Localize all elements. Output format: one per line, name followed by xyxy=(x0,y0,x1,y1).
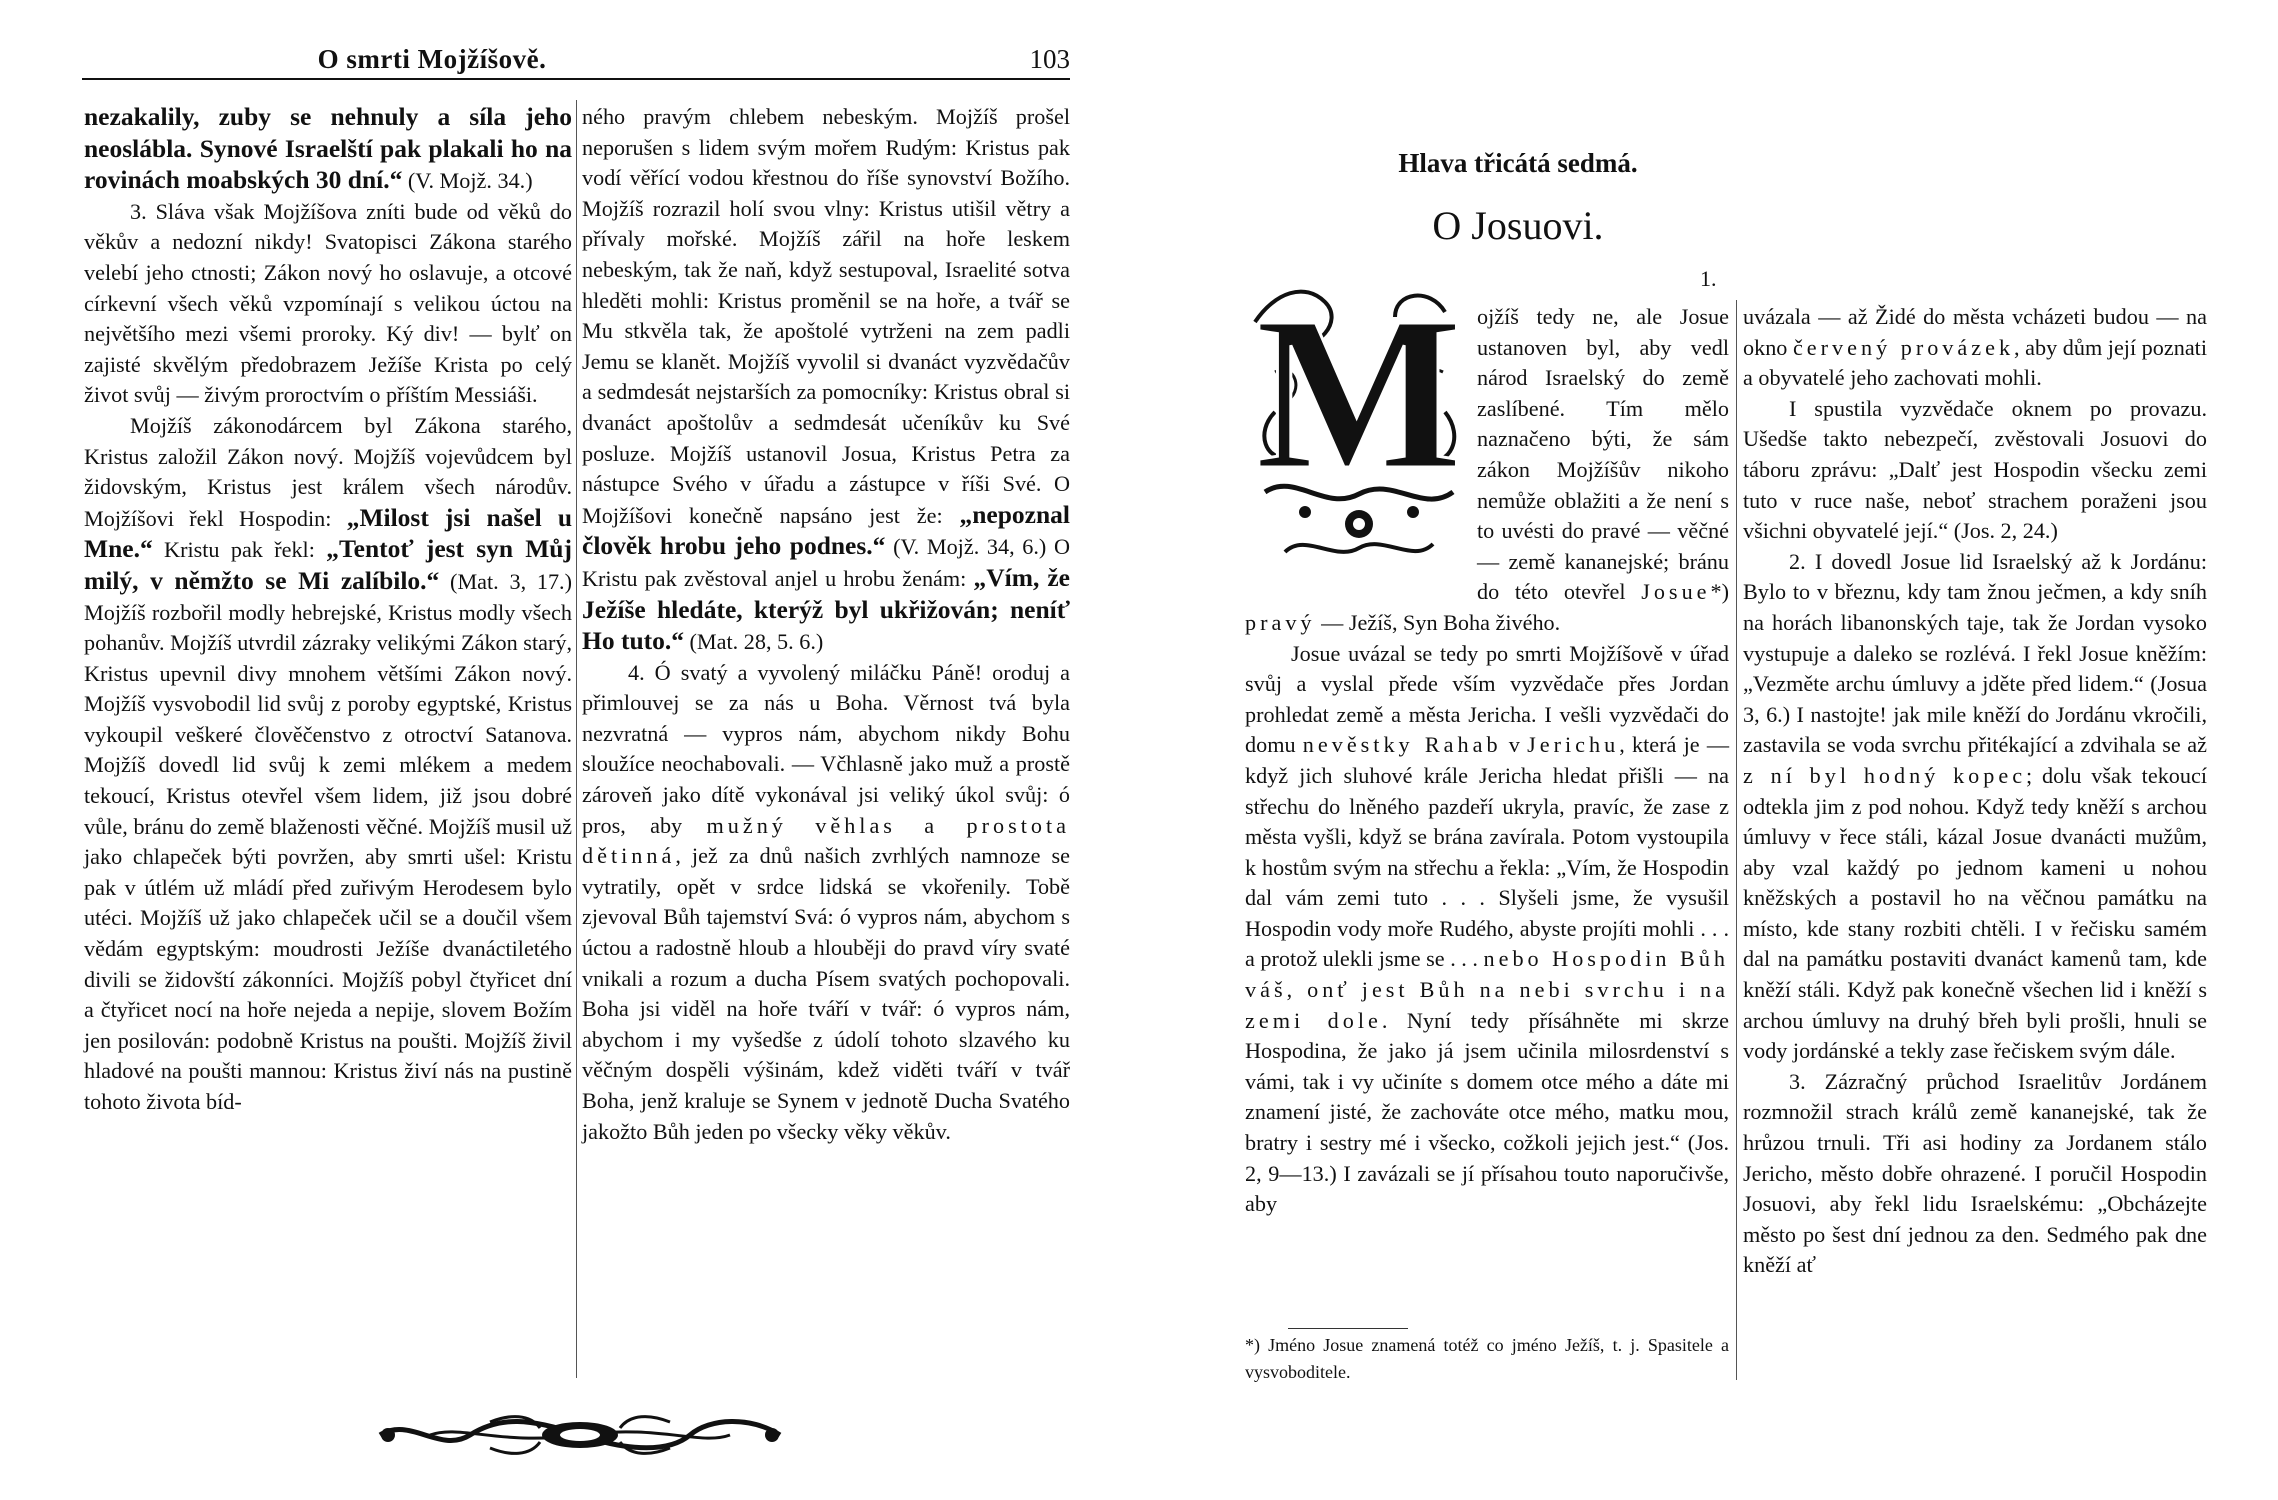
spaced-text: mužný věhlas a prostota dětinná xyxy=(582,812,1070,869)
chapter-heading: Hlava třicátá sedmá. xyxy=(1398,148,1638,178)
text-run: , jež za dnů našich zvrhlých namnoze se vytratily, opět v srdce lidská se vkořenily. Tobě zjevoval Bůh tajemství Svá: ó vypros nám, abychom s úctou a radostně hloub a hlouběji do pravd víry svaté vnikali a rozum a ducha Písem svatých pochopovali. Boha jsi viděl na hoře tváří v tvář: ó vypros nám, abychom i my vyšedše z údolí tohoto slzavého ku věčným dospěli výšinám, kdež viděti tváří v tvář Boha, jenž kraluje se Synem v jednotě Ducha Svatého jakožto Bůh jeden po všecky věky věkův. xyxy=(582,843,1070,1144)
bold-quote: „Vím, že Ježíše hledáte, kterýž byl ukřižován; neníť Ho tuto.“ xyxy=(582,562,1070,656)
tailpiece-ornament xyxy=(370,1412,790,1458)
column-divider xyxy=(576,100,577,1378)
spaced-text: pravý xyxy=(1245,609,1316,635)
bold-quote: „nepoznal člověk hrobu jeho podnes.“ xyxy=(582,499,1070,561)
section-number: 1. xyxy=(1700,266,1717,291)
text-run: Josue uvázal se tedy po smrti Mojžíšově v úřad svůj a vyslal přede vším vyzvědače přes Jordan prohledat země a města Jericha. I vešli vyzvědači do domu xyxy=(1245,640,1729,758)
spaced-text: nevěstky Rahab xyxy=(1302,732,1502,758)
page-number: 103 xyxy=(1029,44,1070,74)
dropcap-spacer xyxy=(1245,302,1477,586)
text-run: *) xyxy=(1710,579,1729,605)
text-run: uvázala — až Židé do města vcházeti budou — na okno xyxy=(1743,304,2207,360)
paragraph xyxy=(582,102,1070,658)
text-run: ného pravým chlebem nebeským. Mojžíš prošel neporušen s lidem svým mořem Rudým: Kristus pak vodí věřící vodou křestnou do říše synovství Božího. Mojžíš rozrazil holí svou vlny: Kristus utišil větry a přívaly mořské. Mojžíš zářil na hoře leskem nebeským, tak že naň, když sestupoval, Israelité sotva hleděti mohli: Kristus proměnil se na hoře, a tvář se Mu stkvěla tak, že apoštolé vytrženi na zem padli Jemu se klanět. Mojžíš vyvolil si dvanáct vyzvědačův a sedmdesát nejstarších za pomocníky: Kristus obral si dvanáct apoštolův a sedmdesát učeníkův ku Své posluze. Mojžíš ustanovil Josua, Kristus Petra za nástupce Svého v úřadu a zástupce v říši Své. O Mojžíšovi konečně napsáno jest že: xyxy=(582,104,1070,528)
right-column-1 xyxy=(1245,302,1729,1220)
text-run: 2. I dovedl Josue lid Israelský až k Jordánu: Bylo to v březnu, kdy tam žnou ječmen, a kdy sníh na horách libanonských taje, tak že Jordan vysoko vystupuje a daleko se rozlévá. I řekl Josue kněžím: „Vezměte archu úmluvy a jděte před lidem.“ (Josua 3, 6.) I nastojte! jak mile kněží do Jordánu vkročili, zastavila se voda svrchu přitékající a zdvihala se až xyxy=(1743,548,2207,758)
text-run: — Ježíš, Syn Boha živého. xyxy=(1315,609,1561,635)
text-run: Kristu pak řekl: xyxy=(152,537,327,563)
dropcap-letter: M xyxy=(1255,271,1463,515)
text-run: v xyxy=(1501,732,1528,758)
column-divider xyxy=(1736,300,1737,1380)
running-head xyxy=(82,44,1070,80)
spaced-text: červený provázek xyxy=(1792,334,2015,360)
paragraph xyxy=(84,411,572,1118)
chapter-title: O Josuovi. xyxy=(1432,203,1604,248)
spaced-text: nebo Hospodin Bůh váš, onť jest Bůh na nebi svrchu i na zemi dole xyxy=(1245,946,1730,1033)
running-title: O smrti Mojžíšově. xyxy=(317,44,547,74)
right-column-2 xyxy=(1743,302,2207,1281)
text-run: Mojžíš zákonodárcem byl Zákona starého, Kristus založil Zákon nový. Mojžíš vojevůdcem byl židovským, Kristus jest králem všech národův. Mojžíšovi řekl Hospodin: xyxy=(84,412,572,531)
paragraph: 3. Sláva však Mojžíšova zníti bude od věků do věkův a nedozní nikdy! Svatopisci Zákona starého velebí jeho ctnosti; Zákon nový ho oslavuje, a otcové církevní všech věků vzpomínají s velikou úctou na největšího mezi všemi proroky. Ký div! — bylť on zajisté skvělým předobrazem Ježíše Krista po celý život svůj — živým proroctvím o příštím Messiáši. xyxy=(84,198,572,408)
paragraph xyxy=(1743,302,2207,394)
left-column-2 xyxy=(582,102,1070,1147)
text-run: 4. Ó svatý a vyvolený miláčku Páně! oroduj a přimlouvej se za nás u Boha. Věrnost tvá byla nezvratná — vypros nám, abychom nikdy Bohu sloužíce neochabovali. — Včhlasně jako muž a prostě zároveň jako dítě vykonával jsi veliký úkol svůj: ó pros, aby xyxy=(582,659,1070,838)
text-run: (Mat. 3, 17.) Mojžíš rozbořil modly hebrejské, Kristus modly všech pohanův. Mojžíš utvrdil zázraky velikými Zákon starý, Kristus upevnil divy mnohem většími Zákon nový. Mojžíš vysvobodil lid svůj z poroby egyptské, Kristus vykoupil veškeré člověčenstvo z otroctví Satanova. Mojžíš dovedl lid svůj k zemi mlékem a medem tekoucí, Kristus otevřel všem lidem, již jsou dobré vůle, bránu do země blaženosti věčné. Mojžíš musil už jako chlapeček býti povržen, aby smrti ušel: Kristu pak v útlém už mládí před zuřivým Herodesem bylo utéci. Mojžíš už jako chlapeček učil se a doučil všem vědám egyptským: moudrosti Ježíše dvanáctiletého divili se židovští zákonníci. Mojžíš pobyl čtyřicet dní a čtyřicet nocí na hoře nejeda a nepije, slovem Božím jen posilován: podobně Kristus na poušti. Mojžíš živil hladové na poušti mannou: Kristus živí nás na pustině tohoto života bíd- xyxy=(84,568,572,1114)
paragraph xyxy=(1743,547,2207,1067)
spaced-text: z ní byl hodný kopec xyxy=(1743,762,2027,788)
paragraph: 3. Zázračný průchod Israelitův Jordánem rozmnožil strach králů země kananejské, tak že hrůzou trnuli. Tři asi hodiny za Jordanem stálo Jericho, město dobře ohrazené. I poručil Hospodin Josuovi, aby řekl lidu Israelskému: „Obcházejte město po šest dní jednou za den. Sedmého pak dne kněží ať xyxy=(1743,1068,2207,1278)
text-run: (Mat. 28, 5. 6.) xyxy=(684,629,824,655)
text-run: , která je — když jich sluhové krále Jericha hledat přišli — na střechu do lněného pazdeří ukryla, pravíc, že zase z města vyšli, když se brána zavírala. Potom vystoupila k hostům svým na střechu a řekla: „Vím, že Hospodin dal vám zemi tuto . . . Slyšeli jsme, že vysušil Hospodin vody moře Rudého, abyste projíti mohli . . . a protož ulekli jsme se . . . xyxy=(1245,732,1730,972)
text-run: . Nyní tedy přísáhněte mi skrze Hospodina, že jako já jsem učinila milosrdenství s vámi, tak i vy učiníte s domem otce mého a dáte mi znamení jisté, že zachováte otce mého, matku mou, bratry i sestry mé i všecko, cožkoli jejich jest.“ (Jos. 2, 9—13.) I zavázali se jí přísahou touto naporučivše, aby xyxy=(1245,1007,1729,1217)
bold-quote: „Tentoť jest syn Můj milý, v němžto se Mi zalíbilo.“ xyxy=(84,534,572,595)
footnote-divider xyxy=(1288,1328,1408,1329)
reference: (V. Mojž. 34.) xyxy=(402,168,533,194)
spaced-text: Jerichu xyxy=(1527,732,1620,758)
spaced-text: Josue xyxy=(1641,579,1711,605)
paragraph xyxy=(84,102,572,197)
text-run: , aby dům její poznati a obyvatelé jeho zachovati mohli. xyxy=(1743,334,2207,391)
footnote: *) Jméno Josue znamená totéž co jméno Ježíš, t. j. Spasitele a vysvoboditele. xyxy=(1245,1335,1729,1382)
paragraph: I spustila vyzvědače oknem po provazu. Ušedše takto nebezpečí, zvěstovali Josuovi do táboru zprávu: „Dalť jest Hospodin všecku zemi tuto v ruce naše, neboť strachem poraženi jsou všichni obyvatelé její.“ (Jos. 2, 24.) xyxy=(1743,395,2207,544)
text-run: ojžíš tedy ne, ale Josue ustanoven byl, aby vedl národ Israelský do země zaslíbené. Tím mělo naznačeno býti, že sám zákon Mojžíšův nikoho nemůže oblažiti a že není s to uvésti do pravé — věčné — země kananejské; bránu do této otevřel xyxy=(1477,304,1729,605)
bold-quote: nezakalily, zuby se nehnuly a síla jeho neoslábla. Synové Israelští pak plakali ho na rovinách moabských 30 dní.“ xyxy=(84,102,572,195)
text-run: ; dolu však tekoucí odtekla jim z pod nohou. Když tedy kněží s archou úmluvy v řece stáli, kázal Josue dvanácti mužům, aby vzal každý po jednom kameni u nohou kněžských a postavil ho na věčnou památku na místo, kde stany rozbiti chtěli. I v řečisku samém dal na památku postaviti dvanáct kamenů tam, kde kněží stáli. Když pak konečně všechen lid i kněží s archou úmluvy na druhý břeh byli prošli, hnuli se vody jordánské a tekly zase řečiskem svým dále. xyxy=(1743,762,2207,1064)
paragraph xyxy=(582,658,1070,1148)
bold-quote: „Milost jsi našel u Mne.“ xyxy=(84,502,573,564)
text-run: (V. Mojž. 34, 6.) O Kristu pak zvěstoval anjel u hrobu ženám: xyxy=(582,534,1071,591)
paragraph xyxy=(1245,639,1729,1220)
left-column-1 xyxy=(84,102,572,1118)
